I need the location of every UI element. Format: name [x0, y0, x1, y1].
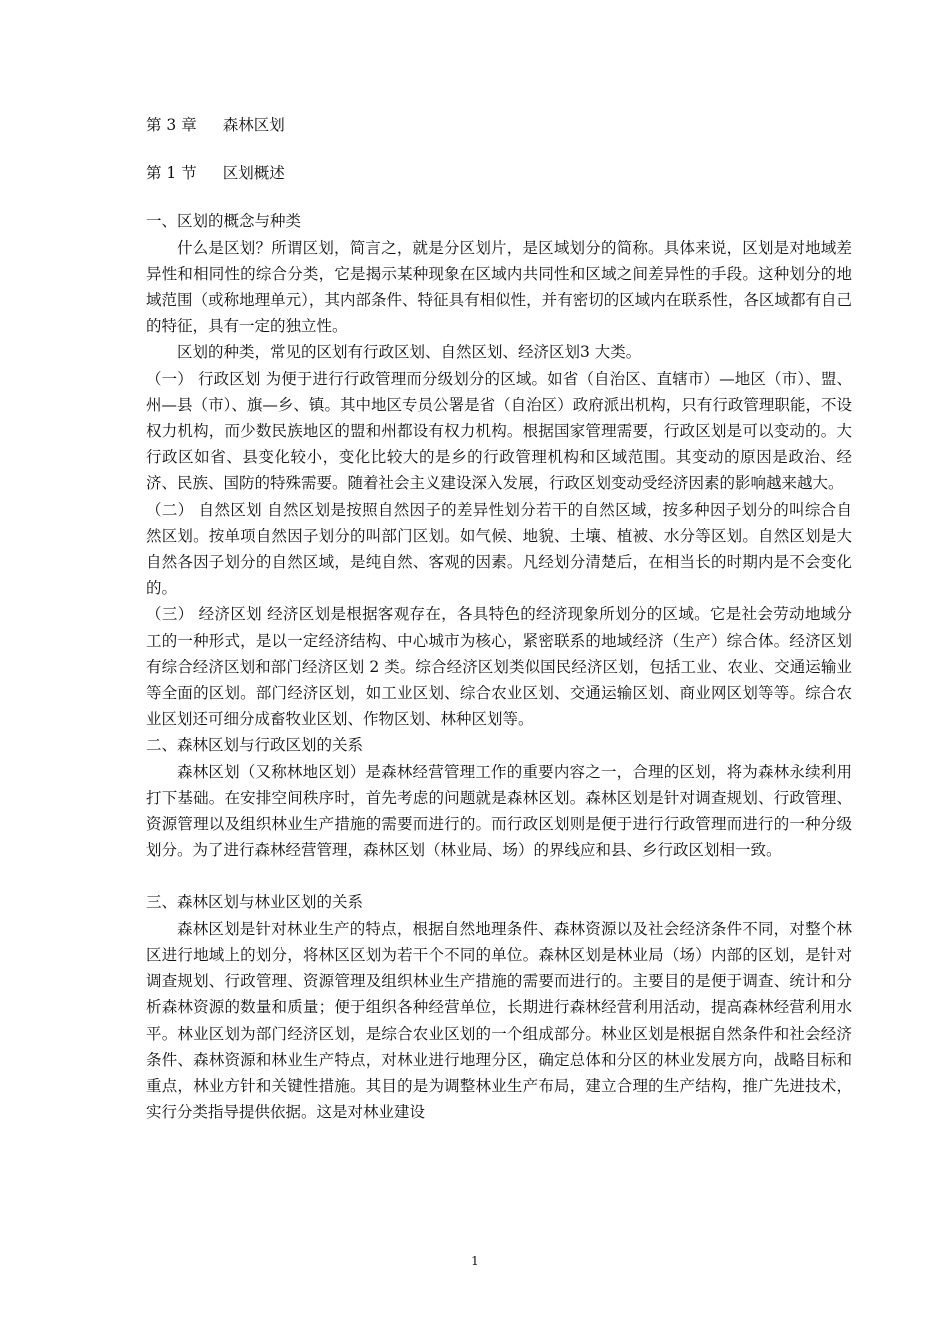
part2-heading: 二、森林区划与行政区划的关系 — [146, 736, 364, 755]
part2-paragraph: 森林区划（又称林地区划）是森林经营管理工作的重要内容之一，合理的区划，将为森林永续利用打下基础。在安排空间秩序时，首先考虑的问题就是森林区划。森林区划是针对调查规划、行政管理、资源管理以及组织林业生产措施的需要而进行的。而行政区划则是便于进行行政管理而进行的一种分级划分。为了进行森林经营管理，森林区划（林业局、场）的界线应和县、乡行政区划相一致。 — [146, 762, 852, 860]
part1-heading: 一、区划的概念与种类 — [146, 212, 302, 231]
chapter-title: 森林区划 — [222, 116, 285, 134]
section-title: 区划概述 — [222, 164, 285, 183]
page-number: 1 — [471, 1254, 479, 1268]
chapter-heading — [146, 112, 852, 138]
section-heading — [146, 160, 852, 186]
document-body — [146, 112, 852, 1125]
chapter-number: 第 3 章 — [146, 116, 197, 134]
part1-paragraph-natural: （二） 自然区划 自然区划是按照自然因子的差异性划分若干的自然区域，按多种因子划分的叫综合自然区划。按单项自然因子划分的叫部门区划。如气候、地貌、土壤、植被、水分等区划。自然区划是大自然各因子划分的自然区域，是纯自然、客观的因素。凡经划分清楚后，在相当长的时期内是不会变化的。 — [146, 500, 852, 598]
blank-line — [146, 863, 852, 889]
part1-paragraph-definition: 什么是区划？所谓区划，简言之，就是分区划片，是区域划分的简称。具体来说，区划是对地域差异性和相同性的综合分类，它是揭示某种现象在区域内共同性和区域之间差异性的手段。这种划分的地域范围（或称地理单元），其内部条件、特征具有相似性，并有密切的区域内在联系性，各区域都有自己的特征，具有一定的独立性。 — [146, 238, 852, 336]
part1-paragraph-administrative: （一） 行政区划 为便于进行行政管理而分级划分的区域。如省（自治区、直辖市）—地区（市）、盟、州—县（市）、旗—乡、镇。其中地区专员公署是省（自治区）政府派出机构，只有行政管理职能，不设权力机构，而少数民族地区的盟和州都设有权力机构。根据国家管理需要，行政区划是可以变动的。大行政区如省、县变化较小，变化比较大的是乡的行政管理机构和区域范围。其变动的原因是政治、经济、民族、国防的特殊需要。随着社会主义建设深入发展，行政区划变动受经济因素的影响越来越大。 — [146, 369, 852, 493]
section-number: 第 1 节 — [146, 164, 197, 183]
part1-paragraph-economic: （三） 经济区划 经济区划是根据客观存在，各具特色的经济现象所划分的区域。它是社会劳动地域分工的一种形式，是以一定经济结构、中心城市为核心，紧密联系的地域经济（生产）综合体。经济区划有综合经济区划和部门经济区划 2 类。综合经济区划类似国民经济区划，包括工业、农业、交通运输业等全面的区划。部门经济区划，如工业区划、综合农业区划、交通运输区划、商业网区划等等。综合农业区划还可细分成畜牧业区划、作物区划、林种区划等。 — [146, 605, 852, 729]
part1-paragraph-types: 区划的种类，常见的区划有行政区划、自然区划、经济区划3 大类。 — [177, 343, 642, 362]
part3-paragraph: 森林区划是针对林业生产的特点，根据自然地理条件、森林资源以及社会经济条件不同，对整个林区进行地域上的划分，将林区区划为若干个不同的单位。森林区划是林业局（场）内部的区划，是针对调查规划、行政管理、资源管理及组织林业生产措施的需要而进行的。主要目的是便于调查、统计和分析森林资源的数量和质量；便于组织各种经营单位，长期进行森林经营利用活动，提高森林经营利用水平。林业区划为部门经济区划，是综合农业区划的一个组成部分。林业区划是根据自然条件和社会经济条件、森林资源和林业生产特点，对林业进行地理分区，确定总体和分区的林业发展方向，战略目标和重点，林业方针和关键性措施。其目的是为调整林业生产布局，建立合理的生产结构，推广先进技术，实行分类指导提供依据。这是对林业建设 — [146, 919, 852, 1122]
part3-heading: 三、森林区划与林业区划的关系 — [146, 893, 364, 912]
